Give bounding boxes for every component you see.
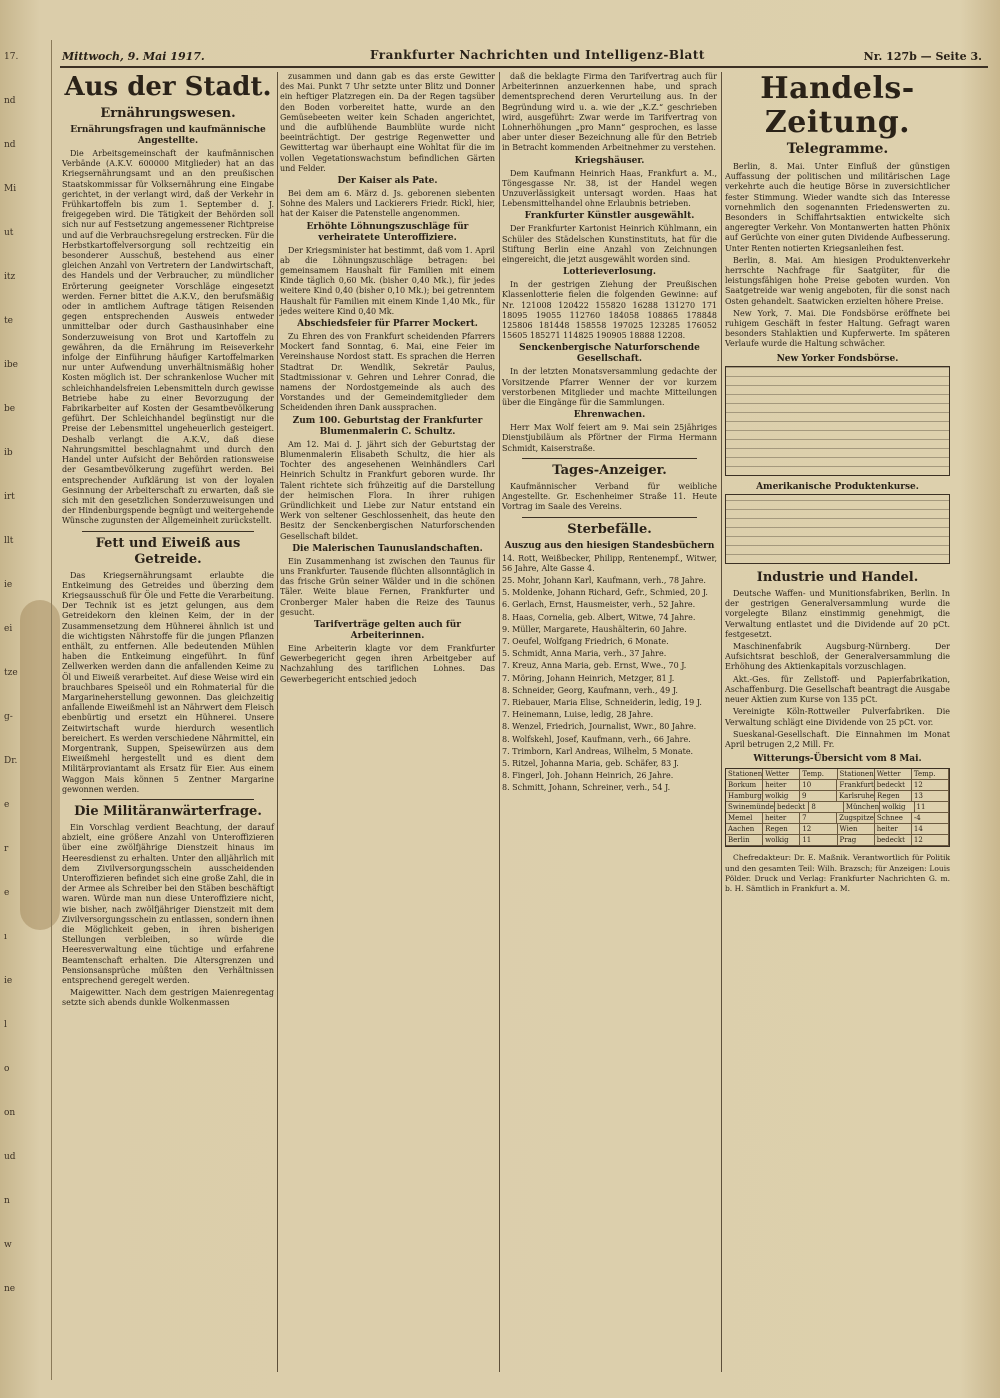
article-heading: Sterbefälle. <box>567 521 652 537</box>
table-cell: Stationen <box>839 770 874 779</box>
death-notice: 5. Schmidt, Anna Maria, verh., 37 Jahre. <box>502 649 667 659</box>
previous-page-gutter <box>0 40 52 1380</box>
death-notice: 8. Wenzel, Friedrich, Journalist, Wwr., 80 Jahre. <box>502 722 697 732</box>
table-row <box>726 824 949 835</box>
article-body: Kaufmännischer Verband für weibliche Angestellte. Gr. Eschenheimer Straße 11. Heute Vortrag im Saale des Vereins. <box>502 481 717 512</box>
gutter-fragment: l <box>4 1020 7 1030</box>
article-body: Der Frankfurter Kartonist Heinrich Kühlmann, ein Schüler des Städelschen Kunstinstituts, hat für die Stiftung Berlin eine Anzahl von Zeichnungen eingereicht, die jetzt ausgewählt worden sind. <box>502 224 717 265</box>
table-cell: Wetter <box>763 769 800 779</box>
article-body: In der letzten Monatsversammlung gedachte der Vorsitzende Pfarrer Wenner der vor kurzem verstorbenen Mitglieder und machte Mitteilungen über die Eingänge für die Sammlungen. <box>502 367 717 408</box>
death-notice: 8. Schneider, Georg, Kaufmann, verh., 49 J. <box>502 685 678 695</box>
article-subheading: Ernährungsfragen und kaufmännische Angestellte. <box>70 125 266 146</box>
divider <box>82 799 254 800</box>
gutter-fragment: Mi <box>4 184 17 194</box>
table-cell: Berlin <box>726 835 763 845</box>
table-title: Witterungs-Übersicht vom 8 Mai. <box>753 754 922 765</box>
table-row <box>726 769 949 780</box>
table-cell: Temp. <box>912 769 949 779</box>
section-title: Handels-Zeitung. <box>760 71 915 140</box>
table-cell: 14 <box>912 824 949 834</box>
article-body: New York, 7. Mai. Die Fondsbörse eröffnete bei ruhigem Geschäft in fester Haltung. Gefragt waren besonders Stahlaktien und Kupferwerte. Im späteren Verlaufe wurde die Haltung schwächer. <box>725 308 950 349</box>
article-body: daß die beklagte Firma den Tarifvertrag auch für Arbeiterinnen anzuerkennen habe, und sprach dementsprechend deren Verurteilung aus. In der Begründung wird u. a. wie der „K.Z.“ geschrieben wird, ausgeführt: Zwar werde im Tarifvertrag von Lohnerhöhungen „pro Mann“ gesprochen, es lasse aber unter dieser Bezeichnung alle für den Betrieb in Betracht kommenden Arbeitnehmer zu verstehen. <box>502 72 717 153</box>
gutter-fragment: llt <box>4 536 14 546</box>
table-cell: heiter <box>763 780 800 790</box>
article-body: Akt.-Ges. für Zellstoff- und Papierfabrikation, Aschaffenburg. Die Gesellschaft beantragt die Ausgabe neuer Aktien zum Kurse von 135 pCt. <box>725 674 950 705</box>
article-body: Eine Arbeiterin klagte vor dem Frankfurter Gewerbegericht gegen ihren Arbeitgeber auf Nachzahlung des tariflichen Lohnes. Das Gewerbegericht entschied jedoch <box>280 643 495 684</box>
article-subheading: Tarifverträge gelten auch für Arbeiterinnen. <box>314 619 461 641</box>
table-cell: Regen <box>875 791 912 801</box>
table-cell: Stationen <box>728 770 763 779</box>
article-subheading: Senckenbergische Naturforschende Gesellschaft. <box>519 343 700 365</box>
death-notice: 8. Wolfskehl, Josef, Kaufmann, verh., 66 Jahre. <box>502 734 691 744</box>
article-body: Ein Zusammenhang ist zwischen den Taunus für uns Frankfurter. Tausende flüchten allsonntäglich in das frische Grün seiner Wälder und in die schönen Täler. Weite blaue Fernen, Frankfurter und Cronberger Maler haben die Reize des Taunus gesucht. <box>280 556 495 617</box>
gutter-fragment: on <box>4 1108 16 1118</box>
column-rule <box>499 72 500 1372</box>
table-cell: 7 <box>800 813 837 823</box>
divider <box>82 531 254 532</box>
table-cell: wolkig <box>880 802 914 812</box>
article-heading: Tages-Anzeiger. <box>552 462 667 478</box>
article-body: Maigewitter. Nach dem gestrigen Maienregentag setzte sich abends dunkle Wolkenmassen <box>62 988 274 1008</box>
article-subheading: Die Malerischen Taunuslandschaften. <box>292 543 483 554</box>
table-cell: wolkig <box>763 835 800 845</box>
table-cell: 12 <box>800 824 837 834</box>
column-rule <box>277 72 278 1372</box>
table-cell: bedeckt <box>775 802 809 812</box>
article-subheading: Abschiedsfeier für Pfarrer Mockert. <box>297 319 478 330</box>
table-row <box>726 791 949 802</box>
table-cell: Frankfurt <box>839 781 874 790</box>
article-heading: Fett und Eiweiß aus Getreide. <box>95 535 241 567</box>
death-notice: 14. Rott, Weißbecker, Philipp, Rentenempf., Witwer, 56 Jahre, Alte Gasse 4. <box>502 553 717 573</box>
article-subheading: Erhöhte Löhnungszuschläge für verheiratete Unteroffiziere. <box>306 221 469 243</box>
article-body: Vereinigte Köln-Rottweiler Pulverfabriken. Die Verwaltung schlägt eine Dividende von 25 pCt. vor. <box>725 707 950 727</box>
gutter-fragment: itz <box>4 272 16 282</box>
header-page-number: Nr. 127b — Seite 3. <box>863 50 982 63</box>
gutter-fragment: irt <box>4 492 15 502</box>
table-cell: heiter <box>875 824 912 834</box>
table-cell: 13 <box>912 791 949 801</box>
article-body: In der gestrigen Ziehung der Preußischen Klassenlotterie fielen die folgenden Gewinne: auf Nr. 121008 120422 155820 16288 131270 171 18095 19055 112760 184058 108865 178848 125806 181448 158558 197025 123285 176052 15605 185271 114825 190905 18888 12208. <box>502 280 717 341</box>
article-heading: Telegramme. <box>786 141 889 157</box>
table-cell: wolkig <box>763 791 800 801</box>
death-notice: 5. Moldenke, Johann Richard, Gefr., Schmied, 20 J. <box>502 588 708 598</box>
article-body: Bei dem am 6. März d. Js. geborenen siebenten Sohne des Malers und Lackierers Friedr. Rickl, hier, hat der Kaiser die Patenstelle angenommen. <box>280 189 495 219</box>
table-row <box>726 813 949 824</box>
weather-table <box>725 768 950 847</box>
table-cell: -4 <box>912 813 949 823</box>
article-body: Maschinenfabrik Augsburg-Nürnberg. Der Aufsichtsrat beschloß, der Generalversammlung die Erhöhung des Aktienkapitals vorzuschlagen. <box>725 642 950 672</box>
gutter-fragment: ibe <box>4 360 18 370</box>
table-cell: Aachen <box>726 824 763 834</box>
article-heading: Die Militäranwärterfrage. <box>74 803 262 819</box>
page-header <box>60 46 988 68</box>
gutter-fragment: nd <box>4 96 16 106</box>
table-cell: Regen <box>763 824 800 834</box>
death-notice: 7. Heinemann, Luise, ledig, 28 Jahre. <box>502 710 654 720</box>
divider <box>522 517 697 518</box>
table-cell: München <box>845 803 880 812</box>
article-subheading: Ehrenwachen. <box>573 410 646 421</box>
article-subheading: Der Kaiser als Pate. <box>337 176 438 187</box>
death-notice: 8. Haas, Cornelia, geb. Albert, Witwe, 74 Jahre. <box>502 612 696 622</box>
table-cell: Hamburg <box>728 792 762 801</box>
table-cell: Wetter <box>875 769 912 779</box>
article-body: Das Kriegsernährungsamt erlaubte die Entkeimung des Getreides und überzing dem Kriegsausschuß für Öle und Fette die Verarbeitung. Der Technik ist es jetzt gelungen, aus dem Getreidekorn den kleinen Keim, der in der Zusammensetzung dem Hühnerei ähnlich ist und die wichtigsten Nährstoffe für die jungen Pflanzen enthält, zu entfernen. Alle bedeutenden Mühlen haben die Entkeimung eingeführt. In fünf Zellwerken werden dann die anfallenden Keime zu Öl und Eiweiß verarbeitet. Auf diese Weise wird ein brauchbares Speiseöl und ein Rohmaterial für die Margarineherstellung gewonnen. Das gleichzeitig anfallende Eiweißmehl ist an Nährwert dem Fleisch ebenbürtig und ersetzt ein Hühnerei. Unsere Zeitwirtschaft wurde hierdurch wesentlich bereichert. Es werden verschiedene Nährmittel, ein Morgentrank, Suppen, Speisewürzen aus dem Eiweißmehl hergestellt und es dient dem Militärproviantamt als Ersatz für Eier. Aus einem Waggon Mais können 5 Zentner Margarine gewonnen werden. <box>62 570 274 794</box>
article-subheading: Auszug aus den hiesigen Standesbüchern <box>504 540 715 551</box>
gutter-fragment: ib <box>4 448 13 458</box>
table-title: New Yorker Fondsbörse. <box>776 353 899 364</box>
imprint: Chefredakteur: Dr. E. Maßnik. Verantwortlich für Politik und den gesamten Teil: Wilh. Brazsch; für Anzeigen: Louis Pölder. Druck und Verlag: Frankfurter Nachrichten G. m. b. H. Sämtlich in Frankfurt a. M. <box>725 853 950 893</box>
death-notice: 7. Riebauer, Maria Elise, Schneiderin, ledig, 19 J. <box>502 697 702 707</box>
table-cell: Prag <box>838 835 875 845</box>
gutter-fragment: be <box>4 404 16 414</box>
column-2 <box>280 72 495 1382</box>
death-notice: 9. Müller, Margarete, Haushälterin, 60 Jahre. <box>502 624 687 634</box>
table-cell: bedeckt <box>875 780 912 790</box>
table-title: Amerikanische Produktenkurse. <box>756 481 919 492</box>
article-body: Deutsche Waffen- und Munitionsfabriken, Berlin. In der gestrigen Generalversammlung wurde die vorgelegte Bilanz einstimmig genehmigt, die Verwaltung entlastet und die Dividende auf 20 pCt. festgesetzt. <box>725 589 950 639</box>
article-heading: Ernährungswesen. <box>100 106 236 121</box>
table-cell: 8 <box>809 802 843 812</box>
table-row <box>726 802 949 813</box>
commodity-table <box>725 494 950 564</box>
gutter-fragment: ei <box>4 624 13 634</box>
table-cell: 11 <box>915 802 949 812</box>
table-row <box>726 780 949 791</box>
gutter-fragment: ne <box>4 1284 16 1294</box>
table-cell: Memel <box>726 813 763 823</box>
section-title: Aus der Stadt. <box>64 72 272 102</box>
gutter-fragment: n <box>4 1196 10 1206</box>
gutter-fragment: ut <box>4 228 14 238</box>
article-body: Berlin, 8. Mai. Am hiesigen Produktenverkehr herrschte Nachfrage für Saatgüter, für die leistungsfähigen hohe Preise geboten wurden. Von Saatgetreide war wenig angeboten, für die sonst nach Osten gehandelt. Saatwicken erzielten höhere Preise. <box>725 255 950 306</box>
table-cell: 10 <box>800 780 837 790</box>
table-cell: bedeckt <box>875 835 912 845</box>
table-cell: Zugspitze <box>839 814 874 823</box>
column-rule <box>721 72 722 1372</box>
header-title: Frankfurter Nachrichten und Intelligenz-Blatt <box>370 48 705 62</box>
gutter-fragment: nd <box>4 140 16 150</box>
table-cell: Borkum <box>726 780 763 790</box>
gutter-fragment: w <box>4 1240 12 1250</box>
death-notice: 8. Schmitt, Johann, Schreiner, verh., 54 J. <box>502 783 671 793</box>
table-cell: Schnee <box>875 813 912 823</box>
table-row <box>726 835 949 846</box>
column-4 <box>725 72 950 1382</box>
gutter-fragment: te <box>4 316 13 326</box>
article-subheading: Frankfurter Künstler ausgewählt. <box>524 211 695 222</box>
death-notice: 8. Fingerl, Joh. Johann Heinrich, 26 Jahre. <box>502 771 674 781</box>
article-body: Der Kriegsminister hat bestimmt, daß vom 1. April ab die Löhnungszuschläge betragen: bei gemeinsamem Haushalt für Familien mit einem Kinde täglich 0,60 Mk. (bisher 0,40 Mk.), für jedes weitere Kind 0,40 (bisher 0,10 Mk.); bei getrenntem Haushalt für Familien mit einem Kinde 1,40 Mk., für jedes weitere Kind 0,40 Mk. <box>280 245 495 316</box>
table-cell: Wien <box>838 824 875 834</box>
gutter-fragment: o <box>4 1064 10 1074</box>
gutter-fragment: g- <box>4 712 13 722</box>
article-body: Die Arbeitsgemeinschaft der kaufmännischen Verbände (A.K.V. 600000 Mitglieder) hat an das Kriegsernährungsamt und an den preußischen Staatskommissar für Volksernährung eine Eingabe gerichtet, in der verlangt wird, daß der Verkehr in Frühkartoffeln bis zum 1. September d. J. freigegeben wird. Die Tätigkeit der Behörden soll sich nur auf Festsetzung angemessener Richtpreise und auf die Verbrauchsregelung erstrecken. Für die Herbstkartoffelversorgung soll rechtzeitig ein besonderer Ausschuß, bestehend aus einer gleichen Anzahl von Vertretern der Landwirtschaft, des Handels und der Verbraucher, zu mündlicher Erörterung geeigneter Vorschläge eingesetzt werden. Ferner bittet die A.K.V., den berufsmäßig oder in amtlichem Auftrage tätigen Reisenden gegen entsprechenden Ausweis entweder unmittelbar oder durch Gasthausinhaber eine Sonderzuweisung von Brot und Kartoffeln zu gewähren, da die Ernährung im Reiseverkehr infolge der Einführung häufiger Kartoffelmarken nur unter Aufwendung unverhältnismäßig hoher Kosten möglich ist. Der schrankenlose Wucher mit schleichhandelsfreien Lebensmitteln durch gewisse Betriebe habe zu einer Bevorzugung der Fabrikarbeiter auf Kosten der Gesamtbevölkerung geführt. Der Schleichhandel begünstigt nur die Preise der Lebensmittel ungeheuerlich gesteigert. Deshalb verlangt die A.K.V., daß diese Nahrungsmittel beschlagnahmt und durch den Handel unter Aufsicht der Behörden rationsweise der Gesamtbevölkerung zugeführt werden. Bei entsprechender Aufklärung ist von der loyalen Gesinnung der Arbeiterschaft zu erwarten, daß sie sich mit den gesetzlichen Sonderzuweisungen und der Hindenburgspende begnügt und weitergehende Wünsche zugunsten der Allgemeinheit zurückstellt. <box>62 149 274 526</box>
article-subheading: Lotterieverlosung. <box>563 267 656 278</box>
death-notice: 5. Ritzel, Johanna Maria, geb. Schäfer, 83 J. <box>502 758 679 768</box>
divider <box>522 458 697 459</box>
article-body: Ein Vorschlag verdient Beachtung, der darauf abzielt, eine größere Anzahl von Unteroffizieren über eine zwölfjährige Dienstzeit hinaus im Heeresdienst zu erhalten. Unter den alljährlich mit dem Zivilversorgungsschein ausscheidenden Unteroffizieren befindet sich eine große Zahl, die in der Armee als Schreiber bei den Stäben beschäftigt waren. Würde man nun diese Unteroffiziere nicht, wie bisher, nach zwölfjähriger Dienstzeit mit dem Zivilversorgungsschein zu entlassen, sondern ihnen die Möglichkeit geben, in ihren bisherigen Stellungen verbleiben, so würde die Heeresverwaltung eine tüchtige und erfahrene Beamtenschaft erhalten. Die Altersgrenzen und Pensionsansprüche müßten den Verhältnissen entsprechend geregelt werden. <box>62 822 274 986</box>
death-notice: 6. Gerlach, Ernst, Hausmeister, verh., 52 Jahre. <box>502 600 696 610</box>
gutter-fragment: ie <box>4 580 13 590</box>
article-heading: Industrie und Handel. <box>756 570 919 586</box>
death-notice: 7. Kreuz, Anna Maria, geb. Ernst, Wwe., 70 J. <box>502 661 687 671</box>
gutter-fragment: ud <box>4 1152 16 1162</box>
table-cell: Karlsruhe <box>838 792 875 801</box>
gutter-fragment: ie <box>4 976 13 986</box>
gutter-fragment: Dr. <box>4 756 18 766</box>
gutter-fragment: ı <box>4 932 7 942</box>
table-cell: Temp. <box>800 769 837 779</box>
death-notice: 7. Oeufel, Wolfgang Friedrich, 6 Monate. <box>502 636 669 646</box>
article-body: Herr Max Wolf feiert am 9. Mai sein 25jähriges Dienstjubiläum als Pförtner der Firma Hermann Schmidt, Kaiserstraße. <box>502 423 717 453</box>
gutter-fragment: r <box>4 844 9 854</box>
column-1 <box>62 72 274 1382</box>
gutter-fragment: 17. <box>4 52 19 62</box>
gutter-fragment: e <box>4 800 10 810</box>
table-cell: 9 <box>800 791 837 801</box>
article-body: Berlin, 8. Mai. Unter Einfluß der günstigen Auffassung der politischen und militärischen Lage verkehrte auch die heutige Börse in zuversichtlicher fester Stimmung. Wieder wandte sich das Interesse vornehmlich den sogenannten Friedenswerten zu. Besonders in Schiffahrtsaktien entwickelte sich angeregter Verkehr. Von Montanwerten hatten Phönix auf Gerüchte von einer guten Dividende Aufbesserung. Unter Renten notierten Kriegsanleihen fest. <box>725 162 950 253</box>
death-notice: 7. Trimborn, Karl Andreas, Wilhelm, 5 Monate. <box>502 746 694 756</box>
article-subheading: Kriegshäuser. <box>574 155 645 166</box>
article-body: zusammen und dann gab es das erste Gewitter des Mai. Punkt 7 Uhr setzte unter Blitz und Donner ein heftiger Platzregen ein. Da der Regen tagsüber den Boden vorbereitet hatte, wurde an den Gemüsebeeten weiter kein Schaden angerichtet, und die aufblühende Baumblüte wurde nicht beeinträchtigt. Der gestrige Regenwetter und Gewittertag war überhaupt eine Wohltat für die im vollen Vegetationswachstum befindlichen Gärten und Felder. <box>280 72 495 173</box>
header-date: Mittwoch, 9. Mai 1917. <box>62 50 205 63</box>
article-body: Sueskanal-Gesellschaft. Die Einnahmen im Monat April betrugen 2,2 Mill. Fr. <box>725 729 950 749</box>
table-cell: Swinemünde <box>728 803 774 812</box>
stock-table <box>725 366 950 476</box>
gutter-fragment: tze <box>4 668 18 678</box>
table-cell: 11 <box>800 835 837 845</box>
table-cell: 12 <box>912 780 949 790</box>
article-body: Dem Kaufmann Heinrich Haas, Frankfurt a. M., Töngesgasse Nr. 38, ist der Handel wegen Unzuverlässigkeit untersagt worden. Haas hat Lebensmittelhandel ohne Erlaubnis betrieben. <box>502 168 717 209</box>
article-body: Zu Ehren des von Frankfurt scheidenden Pfarrers Mockert fand Sonntag, 6. Mai, eine Feier im Vereinshause Nordost statt. Es sprachen die Herren Stadtrat Dr. Wendlik, Sekretär Paulus, Stadtmissionar v. Gehren und Lehrer Conrad, die namens der Nordostgemeinde als auch des Vorstandes und der Gemeindemitglieder dem Scheidenden ihren Dank aussprachen. <box>280 332 495 413</box>
article-body: Am 12. Mai d. J. jährt sich der Geburtstag der Blumenmalerin Elisabeth Schultz, die hier als Tochter des angesehenen Weinhändlers Carl Heinrich Schultz in Frankfurt geboren wurde. Ihr Talent richtete sich frühzeitig auf die Darstellung der heimischen Flora. In ihrer ruhigen Gründlichkeit und Liebe zur Natur entstand ein Werk von seltener Geschlossenheit, das heute den Besitz der Senckenbergischen Naturforschenden Gesellschaft bildet. <box>280 439 495 541</box>
gutter-fragment: e <box>4 888 10 898</box>
death-notice: 7. Möring, Johann Heinrich, Metzger, 81 J. <box>502 673 675 683</box>
death-notices-list <box>502 554 717 794</box>
death-notice: 25. Mohr, Johann Karl, Kaufmann, verh., 78 Jahre. <box>502 575 706 585</box>
table-cell: heiter <box>763 813 800 823</box>
column-3 <box>502 72 717 1382</box>
article-subheading: Zum 100. Geburtstag der Frankfurter Blumenmalerin C. Schultz. <box>292 415 483 437</box>
table-cell: 12 <box>912 835 949 845</box>
